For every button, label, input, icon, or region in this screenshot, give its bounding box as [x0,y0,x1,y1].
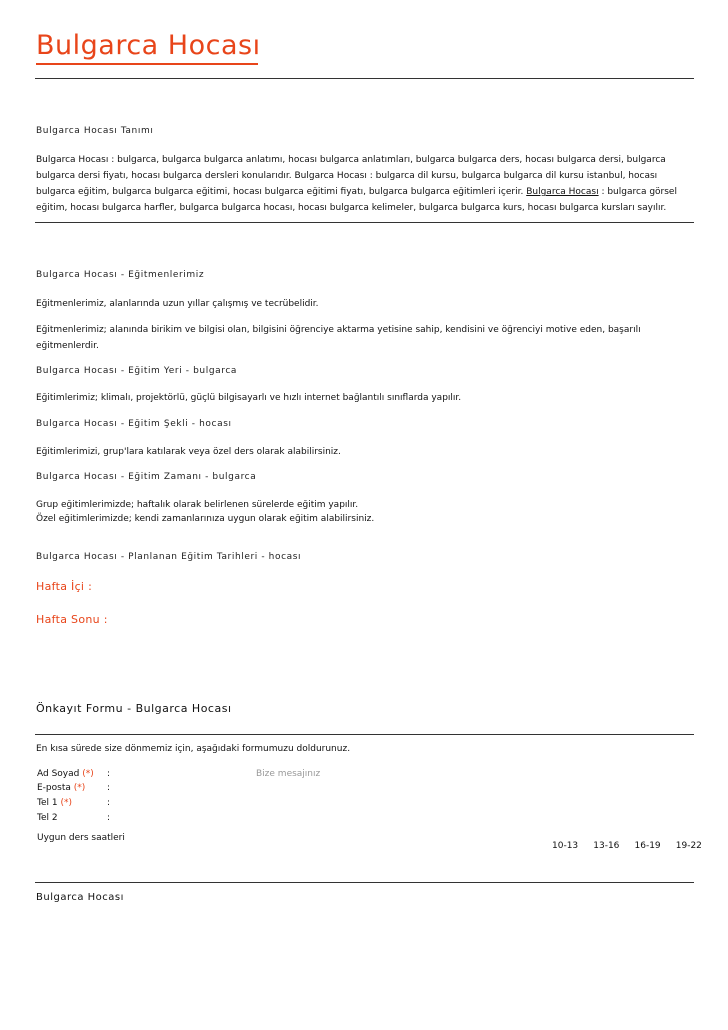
description-link[interactable]: Bulgarca Hocası [526,187,599,197]
tel2-colon: : [107,813,111,823]
format-text: Eğitimlerimizi, grup'lara katılarak veya özel ders olarak alabilirsiniz. [36,447,341,457]
slot-19-22[interactable]: 19-22 [675,841,702,851]
location-text: Eğitimlerimiz; klimalı, projektörlü, güçlü bilgisayarlı ve hızlı internet bağlantılı sınıflarda yapılır. [36,393,462,403]
timing-line2: Özel eğitimlerimizde; kendi zamanlarınıza uygun olarak eğitim alabilirsiniz. [36,514,375,524]
instructors-line1: Eğitmenlerimiz, alanlarında uzun yıllar çalışmış ve tecrübelidir. [36,299,319,309]
description-text-part1: Bulgarca Hocası : bulgarca, bulgarca bulgarca anlatımı, hocası bulgarca anlatımları, bulgarca bulgarca ders, hocası bulgarca dersi, bulgarca bulgarca dersi fiyatı, hocası bulgarca dersleri konularıdır. Bulgarca Hocası : bulgarca dil kursu, bulgarca bulgarca dil kursu istanbul, hocası bulgarca eğitim, bulgarca bulgarca eğitimi, hocası bulgarca eğitimi fiyatı, bulgarca bulgarca eğitimleri içerir. [36,155,666,197]
name-label [37,769,94,779]
weekday-label: Hafta İçi : [36,580,93,593]
tel2-label-text: Tel 2 [37,813,58,823]
tel1-required-mark: (*) [60,798,72,808]
form-divider [35,734,694,735]
footer-divider [35,882,694,883]
email-input[interactable] [116,783,246,795]
email-label-text: E-posta [37,783,71,793]
timing-heading: Bulgarca Hocası - Eğitim Zamanı - bulgarca [36,472,257,482]
tel2-label [37,813,58,823]
title-underline [36,63,258,65]
instructors-heading: Bulgarca Hocası - Eğitmenlerimiz [36,270,205,280]
instructors-line2: Eğitmenlerimiz; alanında birikim ve bilgisi olan, bilgisini öğrenciye aktarma yetisine sahip, kendisini ve öğrenciyi motive eden, başarılı eğitmenlerdir. [36,325,641,351]
name-label-text: Ad Soyad [37,769,80,779]
form-title: Önkayıt Formu - Bulgarca Hocası [36,702,232,715]
weekend-label: Hafta Sonu : [36,613,108,626]
tel1-label-text: Tel 1 [37,798,58,808]
email-colon: : [107,783,111,793]
hours-slots [542,833,702,852]
description-heading: Bulgarca Hocası Tanımı [36,126,154,136]
site-title[interactable]: Bulgarca Hocası [36,30,261,61]
footer-text: Bulgarca Hocası [36,892,124,903]
hours-label: Uygun ders saatleri [37,833,125,843]
form-intro: En kısa sürede size dönmemiz için, aşağıdaki formumuzu doldurunuz. [36,744,351,754]
message-textarea[interactable] [256,769,676,825]
email-required-mark: (*) [73,783,86,793]
planned-heading: Bulgarca Hocası - Planlanan Eğitim Tarihleri - hocası [36,552,302,562]
tel2-input[interactable] [116,813,246,825]
tel1-colon: : [107,798,111,808]
description-text-part2: : bulgarca görsel eğitim, hocası bulgarca harfler, bulgarca bulgarca hocası, hocası bulgarca kelimeler, bulgarca bulgarca kurs, hocası bulgarca kursları sayılır. [36,187,677,213]
tel1-label [37,798,72,808]
name-colon: : [107,769,111,779]
description-text [36,152,696,216]
slot-10-13[interactable]: 10-13 [552,841,579,851]
description-divider [35,222,694,223]
email-label [37,783,85,793]
name-input[interactable] [116,769,246,781]
slot-13-16[interactable]: 13-16 [593,841,620,851]
header-divider [35,78,694,79]
name-required-mark: (*) [82,769,94,779]
slot-16-19[interactable]: 16-19 [634,841,661,851]
format-heading: Bulgarca Hocası - Eğitim Şekli - hocası [36,419,232,429]
tel1-input[interactable] [116,798,246,810]
timing-line1: Grup eğitimlerimizde; haftalık olarak belirlenen sürelerde eğitim yapılır. [36,500,359,510]
location-heading: Bulgarca Hocası - Eğitim Yeri - bulgarca [36,366,238,376]
